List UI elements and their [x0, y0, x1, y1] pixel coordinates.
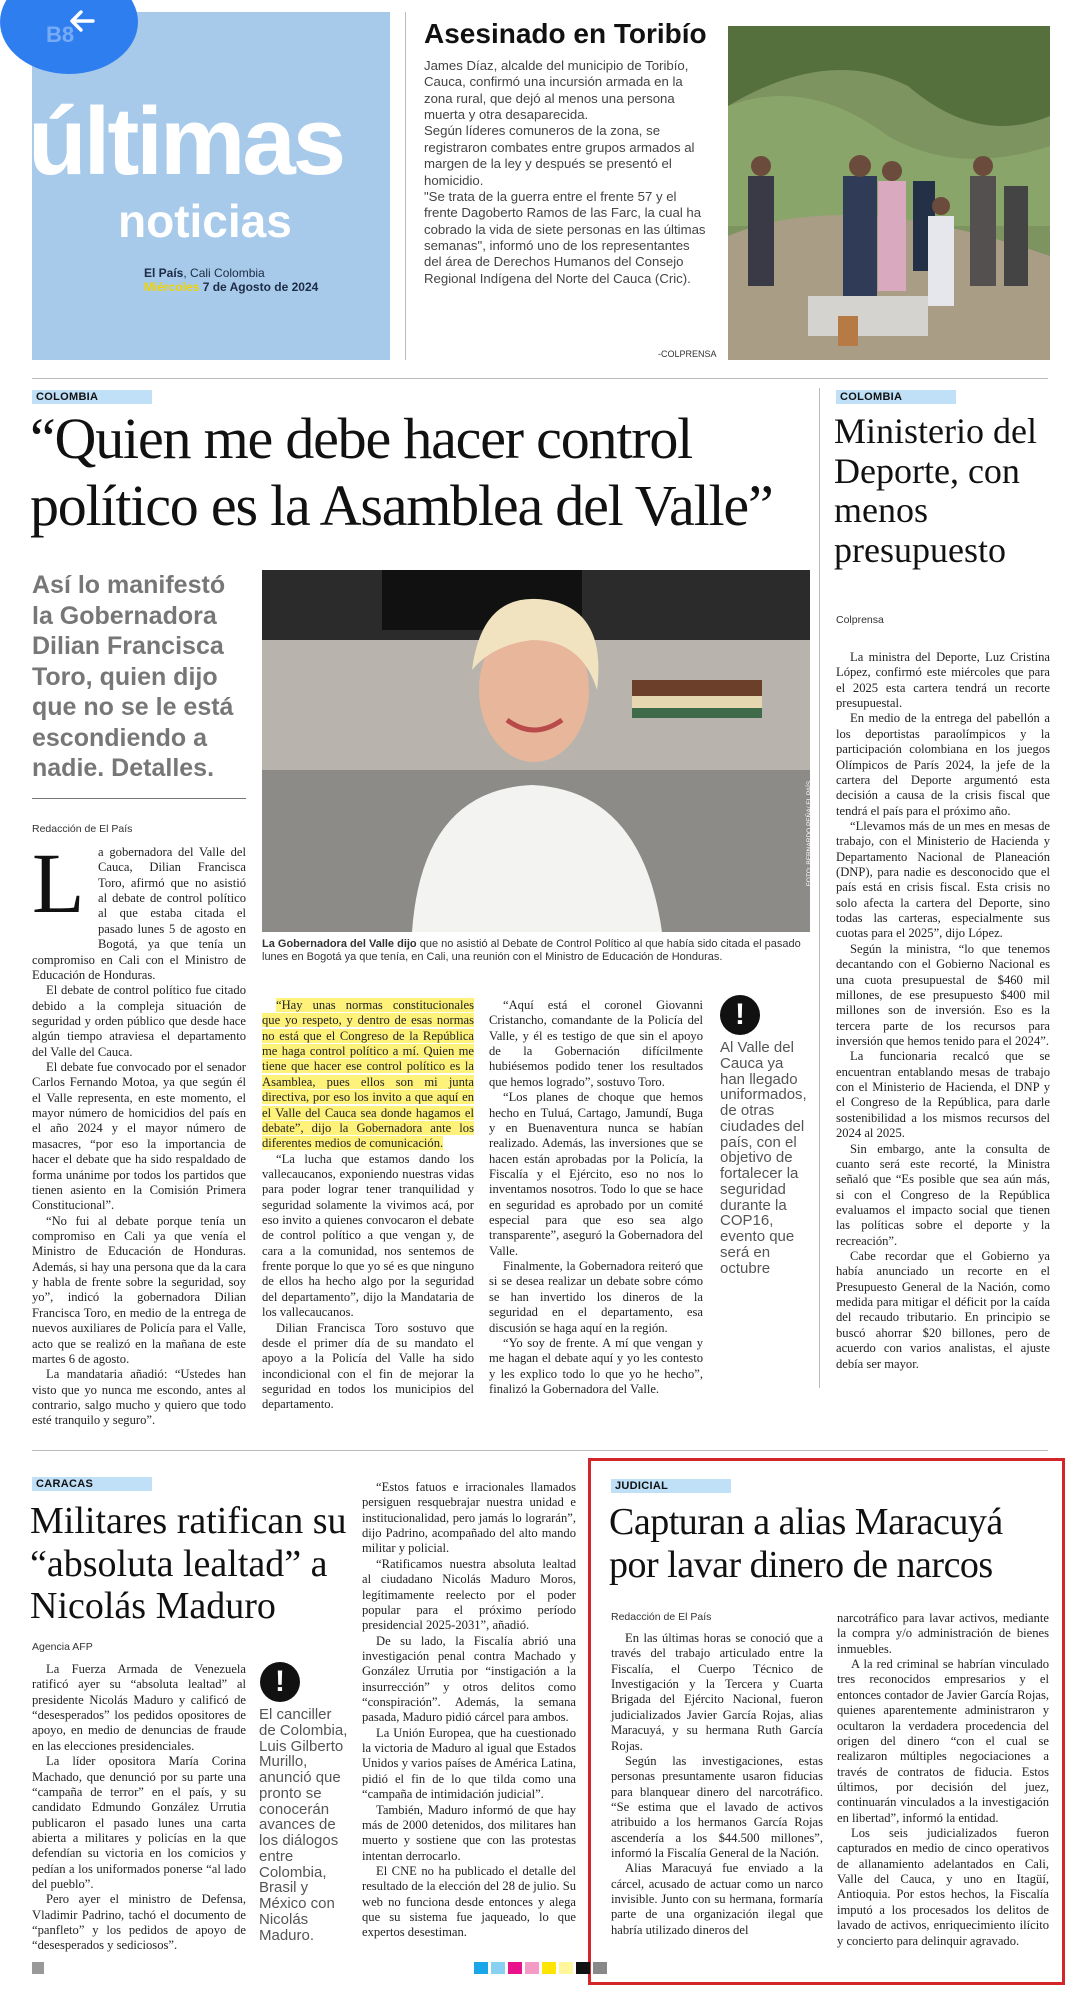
masthead-paper: El País — [144, 266, 184, 280]
dropcap: L — [32, 835, 85, 931]
toribio-photo-image — [728, 26, 1050, 360]
paragraph: Sin embargo, ante la consulta de cuanto será este recorté, la Ministra señaló que “Es posible que sea aún más, si con el Congreso de la República evaluamos el impacto social que tienen las políticas sobre el deporte y la recreación”. — [836, 1141, 1050, 1248]
page-badge: B8 — [46, 22, 75, 47]
caption-bold: La Gobernadora del Valle dijo — [262, 938, 417, 950]
masthead-brand-top: últimas — [28, 88, 344, 195]
brief-credit: -COLPRENSA — [658, 349, 717, 359]
exclamation-icon: ! — [260, 1662, 300, 1702]
paragraph: “Los planes de choque que hemos hecho en Tuluá, Cartago, Jamundí, Buga y en Buenaventura nunca se habían realizado. Además, las inversiones que se hacen están aprobadas por la Policía, la Fiscalía y el Ejército, eso no nos lo inventamos nosotros. Todo lo que se hace en seguridad es aprobado por un comité especial para que eso sea algo transparente”, aseguró la Gobernadora del Valle. — [489, 1090, 703, 1258]
color-registration-bar — [474, 1962, 607, 1974]
paragraph: “Llevamos más de un mes en mesas de trabajo, con el Ministerio de Hacienda y Departamento Nacional de Planeación (DNP), para nadie es desconocido que el país está en crisis fiscal. Esta crisis no solo afecta la cartera del Deporte, sino todas las carteras, especialmente sus cuotas para el 2025”, dijo López. — [836, 818, 1050, 941]
caracas-column-2 — [362, 1480, 576, 1941]
masthead-date: 7 de Agosto de 2024 — [199, 280, 319, 295]
swatch-cyan-light — [491, 1962, 505, 1974]
judicial-headline: Capturan a alias Maracuyá por lavar dinero de narcos — [609, 1501, 1003, 1586]
paragraph: La ministra del Deporte, Luz Cristina López, confirmó este miércoles que para el 2025 esta cartera tendrá un recorte presupuestal. — [836, 650, 1050, 711]
lead-paragraph: a gobernadora del Valle del Cauca, Dilian Francisca Toro, afirmó que no asistió al debate de control político al que estaba citada el pasado lunes 5 de agosto en Bogotá, ya que tenía un compromiso en Cali con el Ministro de Educación de Honduras. — [32, 845, 246, 982]
paragraph: En las últimas horas se conoció que a través del trabajo articulado entre la Fiscalía, el Cuerpo Técnico de Investigación y la Tercera y Cuarta Brigada del Ejército Nacional, fueron judicializados Javier García Rojas, alias Maracuyá, y su hermana Ruth García Rojas. — [611, 1631, 823, 1753]
swatch-yellow-light — [559, 1962, 573, 1974]
paragraph: narcotráfico para lavar activos, mediante la compra y/o administración de bienes inmuebles. — [837, 1611, 1049, 1656]
paragraph: Dilian Francisca Toro sostuvo que desde el primer día de su mandato el apoyo a la Policía del Valle ha sido incondicional con el fin de mejorar la seguridad en todos los municipios del departamento. — [262, 1320, 474, 1412]
paragraph: “No fui al debate porque tenía un compromiso en Cali ya que venía el Ministro de Educación de Honduras. Además, si hay una persona que da la cara y habla de frente sobre la seguridad, soy yo”, indicó la gobernadora Dilian Francisca Toro, en medio de la entrega de nuevos auxiliares de Policía para el Valle, acto que se realizó en la mañana de este martes 6 de agosto. — [32, 1213, 246, 1366]
brief-paragraph: "Se trata de la guerra entre el frente 57 y el frente Dagoberto Ramos de las Farc, la cual ha cobrado la vida de siete personas en las últimas semanas", informó uno de los representantes del área de Derechos Humanos del Consejo Regional Indígena del Norte del Cauca (Cric). — [424, 188, 706, 286]
judicial-article[interactable] — [588, 1458, 1065, 1985]
caracas-byline: Agencia AFP — [32, 1641, 93, 1653]
paragraph: La Unión Europea, que ha cuestionado la victoria de Maduro al igual que Estados Unidos y varios países de América Latina, pidió el fin de lo que tilda como una “campaña de intimidación judicial”. — [362, 1725, 576, 1802]
section-tag: JUDICIAL — [611, 1479, 731, 1493]
paragraph: Según las investigaciones, estas personas presuntamente usaron fiducias para blanquear dinero del narcotráfico. “Se estima que el lavado de activos atribuido a los hermanos García Rojas ascendería a los $44.500 millones”, informó la Fiscalía General de la Nación. — [611, 1753, 823, 1861]
brief-body — [424, 58, 710, 287]
paragraph: “Aquí está el coronel Giovanni Cristancho, comandante de la Policía del Valle, y él es testigo de que sin el apoyo de la Gobernación difícilmente hubiésemos podido tener los resultados que hemos logrado”, sostuvo Toro. — [489, 998, 703, 1089]
judicial-column-1 — [611, 1631, 823, 1938]
paragraph: También, Maduro informó de que hay más de 2000 detenidos, dos militares han muerto y sostiene que con las protestas intentan derrocarlo. — [362, 1802, 576, 1863]
brief-paragraph: Según líderes comuneros de la zona, se registraron combates entre grupos armados al margen de la ley y después se presentó el homicidio. — [424, 123, 695, 188]
swatch-gray — [593, 1962, 607, 1974]
paragraph: De su lado, la Fiscalía abrió una investigación penal contra Machado y González Urrutia por “instigación a la insurrección” y otros delitos como “conspiración”. Además, la semana pasada, Maduro pidió cárcel para ambos. — [362, 1633, 576, 1725]
paragraph: Finalmente, la Gobernadora reiteró que si se desea realizar un debate sobre cómo se han invertido los dineros de la seguridad en el departamento, esa discusión se haga aquí en la región. — [489, 1259, 703, 1335]
divider — [32, 378, 1048, 379]
section-tag: CARACAS — [32, 1477, 152, 1491]
main-deck: Así lo manifestó la Gobernadora Dilian Francisca Toro, quien dijo que no se le está escondiendo a nadie. Detalles. — [32, 571, 234, 782]
quote-highlight: “Hay unas normas constitucionales que yo respeto, y dentro de esas normas no está que el Congreso de la República me haga control político a mí. Quien me tiene que hacer ese control político es la Asamblea, pues ellos son mi junta directiva, por eso los invito a que aquí en el Valle del Cauca sea donde hagamos el debate”, dijo la Gobernadora ante los diferentes medios de comunicación. — [262, 998, 474, 1151]
governor-photo — [262, 570, 813, 932]
photo-caption — [262, 938, 810, 965]
paragraph: La Fuerza Armada de Venezuela ratificó ayer su “absoluta lealtad” al presidente Nicolás Maduro y calificó de “desesperados” los pedidos opositores de apoyo, en medio de denuncias de fraude en las elecciones presidenciales. — [32, 1662, 246, 1753]
paragraph: El CNE no ha publicado el detalle del resultado de la elección del 28 de julio. Su web no funciona desde entonces y alega que su sistema fue jaqueado, lo que expertos desestiman. — [362, 1863, 576, 1940]
judicial-column-2 — [837, 1611, 1049, 1949]
arrow-left-icon — [67, 6, 97, 36]
paragraph: “Yo soy de frente. A mí que vengan y me hagan el debate aquí y yo les contesto y les explico todo lo que yo he hecho”, finalizó la Gobernadora del Valle. — [489, 1335, 703, 1396]
deporte-column — [836, 650, 1050, 1372]
swatch-magenta — [508, 1962, 522, 1974]
deporte-byline: Colprensa — [836, 614, 884, 626]
main-headline: “Quien me debe hacer control político es la Asamblea del Valle” — [30, 406, 773, 538]
sidenote: El canciller de Colombia, Luis Gilberto Murillo, anunció que pronto se conocerán avances de los diálogos entre Colombia, Brasil y México con Nicolás Maduro. — [259, 1706, 348, 1944]
paragraph: “Estos fatuos e irracionales llamados persiguen resquebrajar nuestra unidad e institucionalidad, pero jamás lo lograrán”, dijo Padrino, acompañado del alto mando militar y policial. — [362, 1480, 576, 1556]
main-column-2 — [262, 998, 474, 1413]
exclamation-icon: ! — [720, 995, 760, 1035]
governor-photo-image — [262, 570, 810, 932]
toribio-photo — [728, 26, 1050, 360]
paragraph: El debate fue convocado por el senador Carlos Fernando Motoa, ya que según él el Valle representa, en este momento, el mayor número de homicidios del país en el año 2024 y el mayor número de masacres, “por eso la importancia de hacer el debate que ha sido respaldado de forma unánime por todos los partidos que tienen asiento en la Comisión Primera Constitucional”. — [32, 1060, 246, 1213]
swatch-magenta-light — [525, 1962, 539, 1974]
caracas-column-1 — [32, 1662, 246, 1954]
paragraph: Cabe recordar que el Gobierno ya había anunciado un recorte en el Presupuesto General de la Nación, como medida para mitigar el déficit por la caída del recaudo tributario. En principio se buscó ahorrar $20 billones, pero de acuerdo con varios analistas, el ajuste debía ser mayor. — [836, 1249, 1050, 1371]
brief-paragraph: James Díaz, alcalde del municipio de Toribío, Cauca, confirmó una incursión armada en la zona rural, que dejó al menos una persona muerta y otra desaparecida. — [424, 58, 689, 123]
swatch-black — [576, 1962, 590, 1974]
divider — [32, 798, 246, 799]
masthead-brand-bottom: noticias — [118, 195, 292, 247]
paragraph: A la red criminal se habrían vinculado tres reconocidos empresarios y el entonces contador de Javier García Rojas, quienes aparentemente administraron y ocultaron la verdadera procedencia del origen del dinero “con el cual se realizaron múltiples negociaciones a través de contratos de fiducia. Estos últimos, por decisión del juez, continuarán vinculados a la investigación en libertad”, informó la entidad. — [837, 1657, 1049, 1825]
paragraph: La funcionaria recalcó que se encuentran entablando mesas de trabajo con el Ministerio de Hacienda, el DNP y el Congreso de la República, para darle sostenibilidad a los mismos recursos del 2024 al 2025. — [836, 1049, 1050, 1141]
swatch-cyan — [474, 1962, 488, 1974]
byline: Redacción de El País — [32, 823, 133, 835]
masthead-dateline — [144, 266, 318, 295]
masthead-weekday: Miércoles — [144, 280, 200, 295]
caption-text: que no asistió al Debate de Control Político al que había sido citada el pasado lunes en Bogotá ya que tenía, en Cali, una reunión con el Ministro de Educación de Honduras. — [262, 938, 801, 964]
section-tag: COLOMBIA — [836, 390, 956, 404]
paragraph: “La lucha que estamos dando los vallecaucanos, exponiendo nuestras vidas para poder lograr tener tranquilidad y seguridad solamente la vivimos acá, por eso invito a quienes convocaron el debate de control político a que vengan y, de cara a la comunidad, nos sentemos de frente porque lo que yo sé es que ninguno de ellos ha hecho algo por la seguridad del departamento”, dijo la Mandataria de los vallecaucanos. — [262, 1151, 474, 1320]
paragraph: La mandataria añadió: “Ustedes han visto que yo nunca me escondo, antes al contrario, salgo mucho y quiero que todo esté tranquilo y seguro”. — [32, 1367, 246, 1428]
main-column-3 — [489, 998, 703, 1397]
sidenote: Al Valle del Cauca ya han llegado uniformados, de otras ciudades del país, con el objetivo de fortalecer la seguridad durante la COP16, evento que será en octubre — [720, 1039, 807, 1277]
paragraph: El debate de control político fue citado debido a la compleja situación de seguridad y orden público que desde hace algún tiempo atraviesa el departamento del Valle del Cauca. — [32, 983, 246, 1059]
masthead-city: , Cali Colombia — [183, 266, 265, 280]
brief-title: Asesinado en Toribío — [424, 18, 707, 49]
caracas-headline: Militares ratifican su “absoluta lealtad” a Nicolás Maduro — [30, 1500, 347, 1628]
main-column-1 — [32, 835, 246, 1429]
crop-mark — [32, 1962, 44, 1974]
paragraph: En medio de la entrega del pabellón a los deportistas paraolímpicos y la participación colombiana en los juegos Olímpicos de París 2024, la jefe de la cartera del Deporte argumentó esta decisión a causa de la crisis fiscal que tendrá el país para el próximo año. — [836, 711, 1050, 818]
highlighted-quote — [262, 998, 474, 1152]
paragraph: Pero ayer el ministro de Defensa, Vladimir Padrino, tachó el documento de “panfleto” y los pedidos de apoyo de “desesperados y sediciosos”. — [32, 1892, 246, 1953]
deporte-headline: Ministerio del Deporte, con menos presupuesto — [834, 411, 1037, 570]
divider — [405, 12, 406, 360]
paragraph: Alias Maracuyá fue enviado a la cárcel, acusado de actuar como un narco invisible. Junto con su hermana, formaría parte de una organización ilegal que habría utilizado dineros del — [611, 1861, 823, 1937]
divider — [32, 1450, 1048, 1451]
paragraph: “Ratificamos nuestra absoluta lealtad al ciudadano Nicolás Maduro Moros, legítimamente reelecto por el poder popular para el próximo período presidencial 2025-2031”, añadió. — [362, 1556, 576, 1633]
paragraph: La líder opositora María Corina Machado, que denunció por su parte una “campaña de terror” en el país, y su candidato Edmundo González Urrutia publicaron el pasado lunes una carta abierta a militares y policías en la que defendían su victoria en los comicios y pedían a los uniformados ponerse “al lado del pueblo”. — [32, 1754, 246, 1892]
photo-credit: FOTO: BERNARDO PEÑA/ EL PAÍS — [805, 780, 813, 887]
judicial-byline: Redacción de El País — [611, 1611, 712, 1623]
paragraph: Los seis judicializados fueron capturados en medio de cinco operativos de allanamiento adelantados en Cali, Valle del Cauca, y uno en Itagüí, Antioquia. Por estos hechos, la Fiscalía imputó a los procesados los delitos de lavado de activos, enriquecimiento ilícito y concierto para delinquir agravado. — [837, 1826, 1049, 1948]
paragraph: Según la ministra, “lo que tenemos decantando con el Gobierno Nacional es una cuota presupuestal de $460 mil millones, de ese presupuesto $400 mil millones son de inversión. Eso es la tercera parte de los recursos para inversión que hemos tenido para el 2024”. — [836, 941, 1050, 1048]
swatch-yellow — [542, 1962, 556, 1974]
section-tag: COLOMBIA — [32, 390, 152, 404]
